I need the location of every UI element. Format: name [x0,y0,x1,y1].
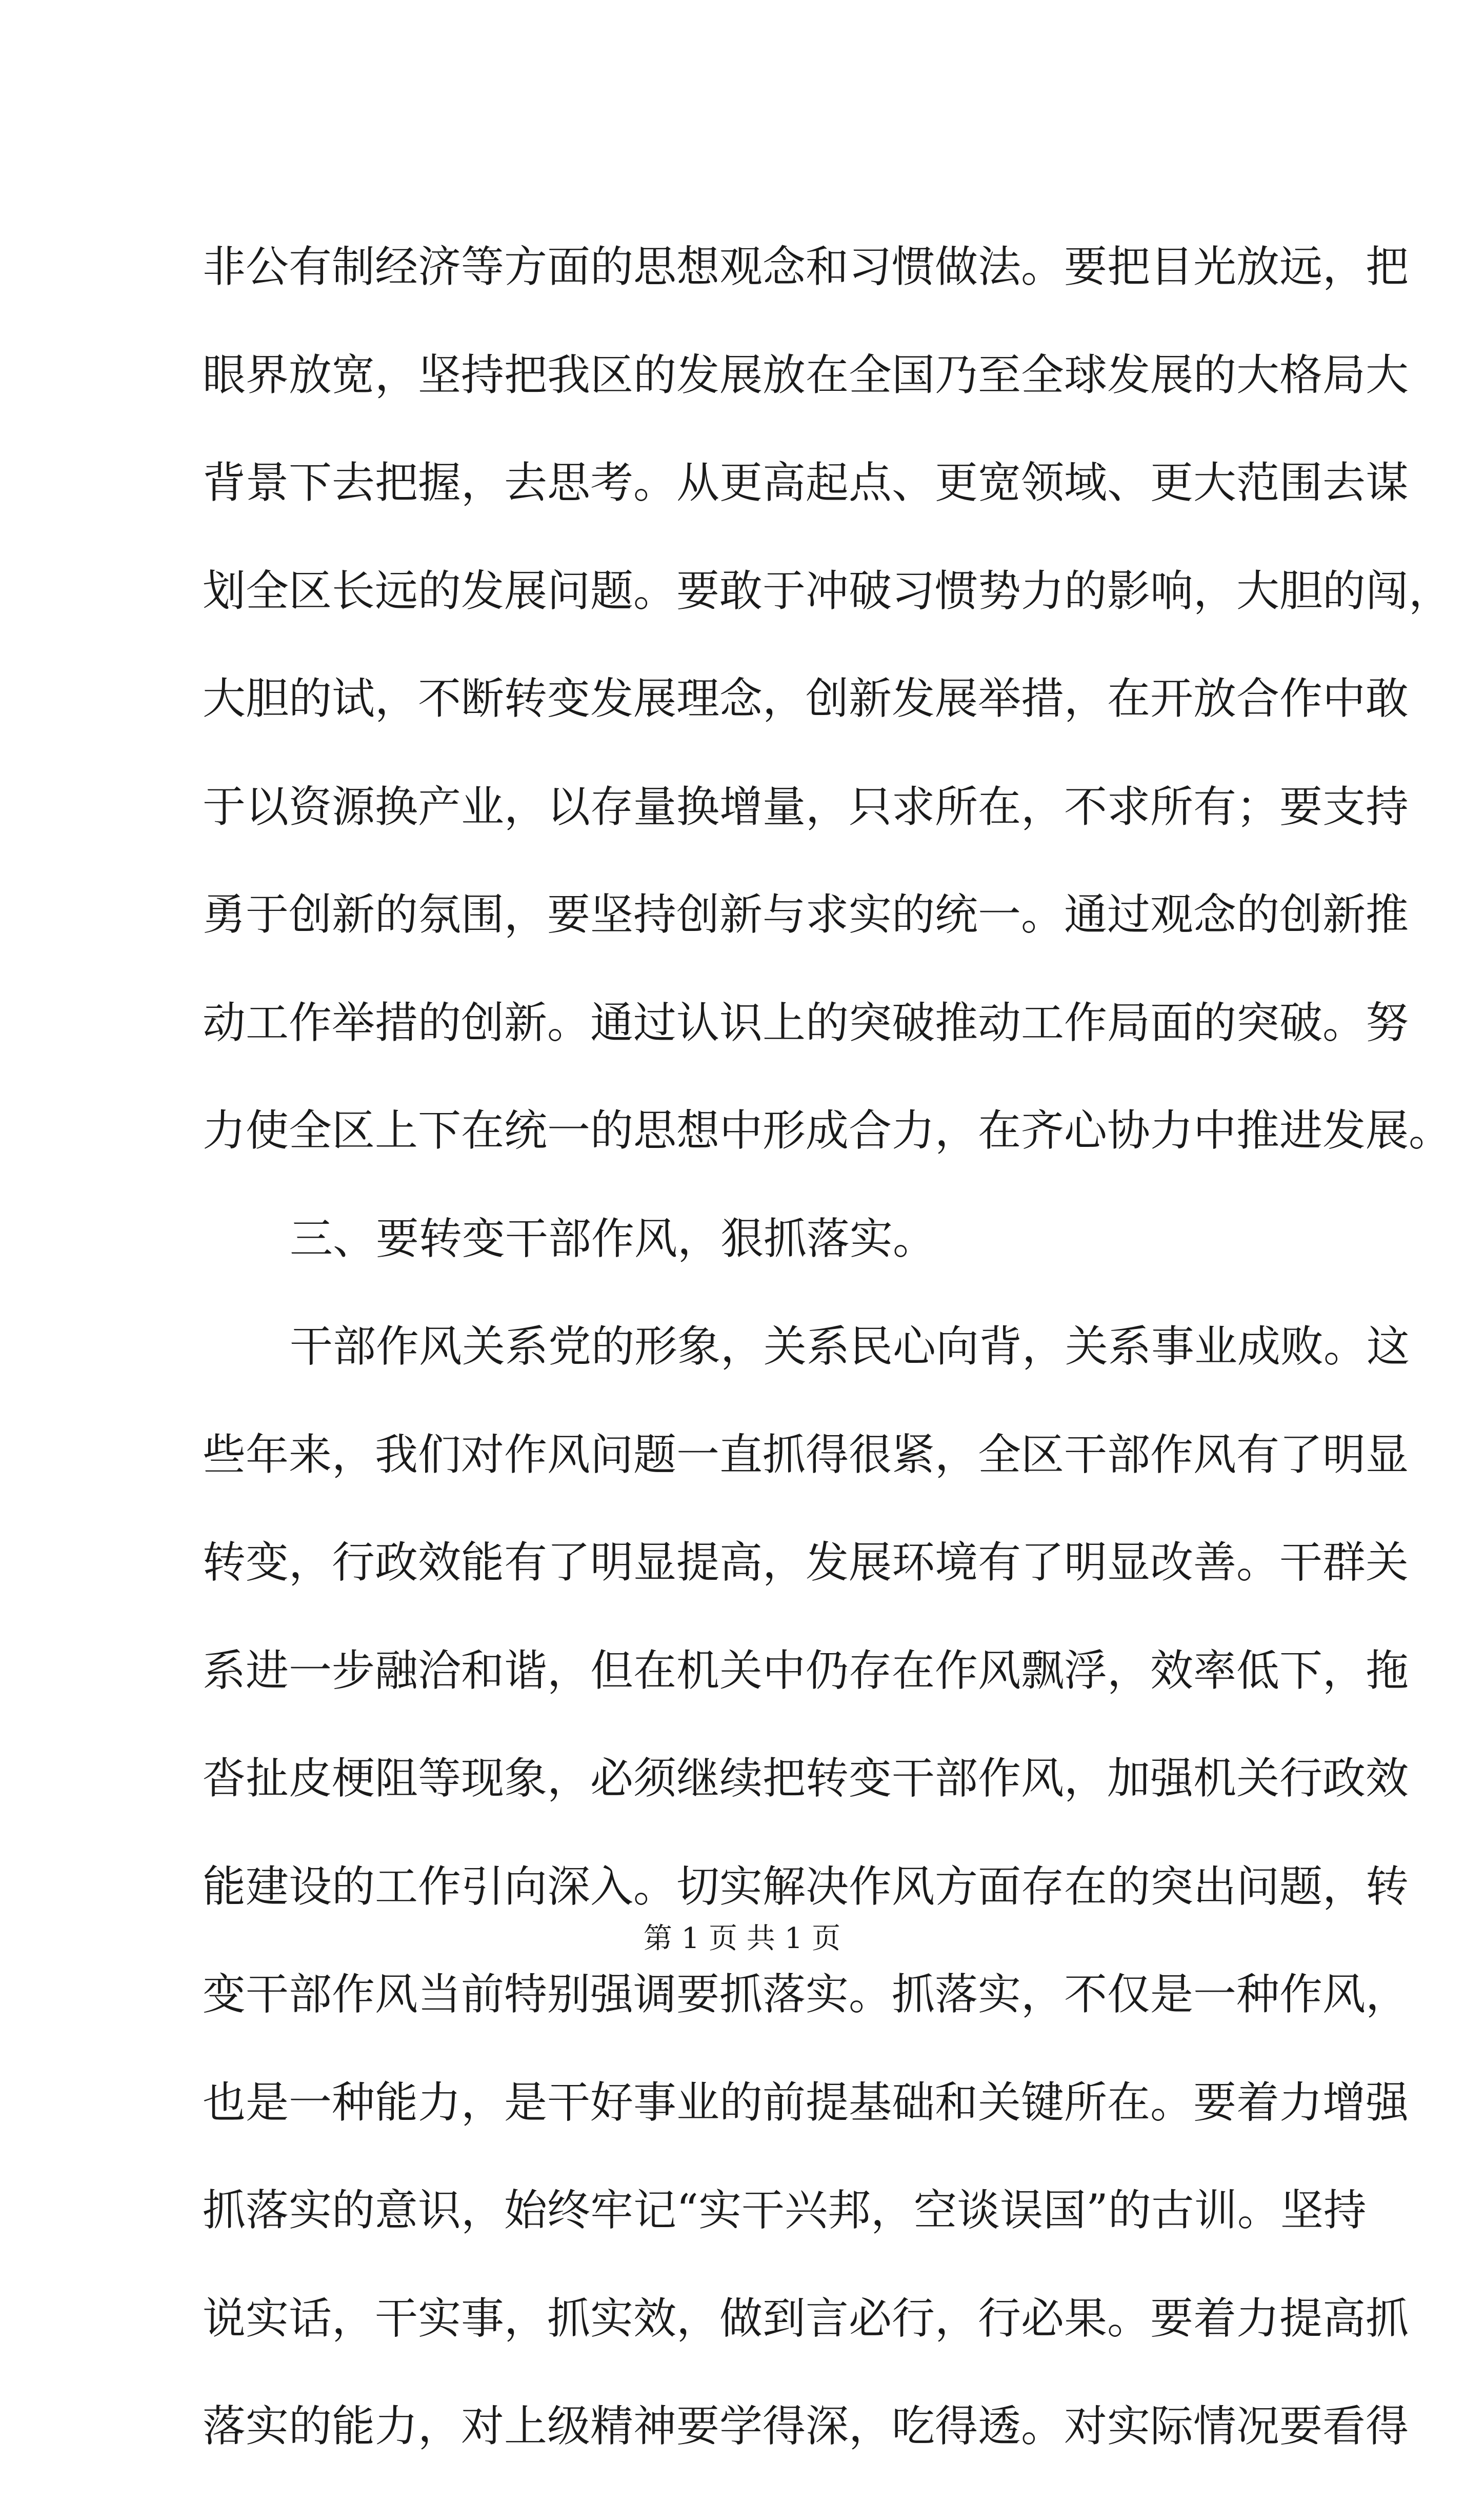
text-line: 沓扯皮梗阻等现象，必须继续把转变干部作风，加强机关行政效 [203,1753,1409,1803]
text-line: 些年来，我们对作风问题一直抓得很紧，全区干部作风有了明显 [203,1429,1409,1480]
text-line: 眼界放宽，坚持把我区的发展放在全国乃至全球发展的大格局大 [203,349,1409,400]
text-line: 落实的能力，对上级精神要学得深，吃得透。对实际情况要看得 [203,2401,1409,2451]
text-line: 系进一步融洽和谐，但在机关中仍存在作风飘浮，效率低下，拖 [203,1645,1409,1696]
text-line: 勇于创新的氛围，要坚持创新与求实的统一。通过观念的创新推 [203,889,1409,940]
text-line: 非公有制经济等方面的思想观念和习惯做法。要把目光放远，把 [203,242,1409,292]
text-line: 力使全区上下在统一的思想中形成合力，在齐心协力中推进发展。 [203,1105,1452,1156]
text-line: 变干部作风当前特别强调要抓落实。抓落实，不仅是一种作风， [203,1969,1409,2019]
page-footer [0,1921,1484,1957]
page-number-label: 第 1 页 共 1 页 [643,1922,841,1955]
text-line: 背景下去把握，去思考。从更高起点、更宽领域、更大范围去谋 [203,458,1409,508]
text-line: 于以资源换产业，以存量换增量，只求所在，不求所有；要支持 [203,781,1409,832]
text-line: 说实话，干实事，抓实效，做到言必行，行必果。要着力提高抓 [203,2293,1409,2344]
document-body [203,233,1452,2501]
text-line: 也是一种能力，是干好事业的前提基础和关键所在。要着力增强 [203,2077,1409,2128]
text-line: 抓落实的意识，始终牢记“实干兴邦，空谈误国”的古训。坚持 [203,2185,1367,2235]
text-line: 干部作风关系党的形象，关系民心向背，关系事业成败。这 [290,1321,1410,1372]
text-line: 动工作举措的创新。通过认识上的突破推动工作局面的突破。努 [203,997,1409,1048]
text-line: 大胆的试，不断转变发展理念，创新发展举措，在开放合作中敢 [203,673,1409,724]
text-line: 能建设的工作引向深入。切实解决作风方面存在的突出问题，转 [203,1861,1409,1912]
text-line: 划全区长远的发展问题。要敢于冲破习惯势力的影响，大胆的闯， [203,565,1452,616]
section-heading: 三、要转变干部作风，狠抓落实。 [290,1213,936,1264]
text-line: 转变，行政效能有了明显提高，发展环境有了明显改善。干群关 [203,1537,1409,1587]
